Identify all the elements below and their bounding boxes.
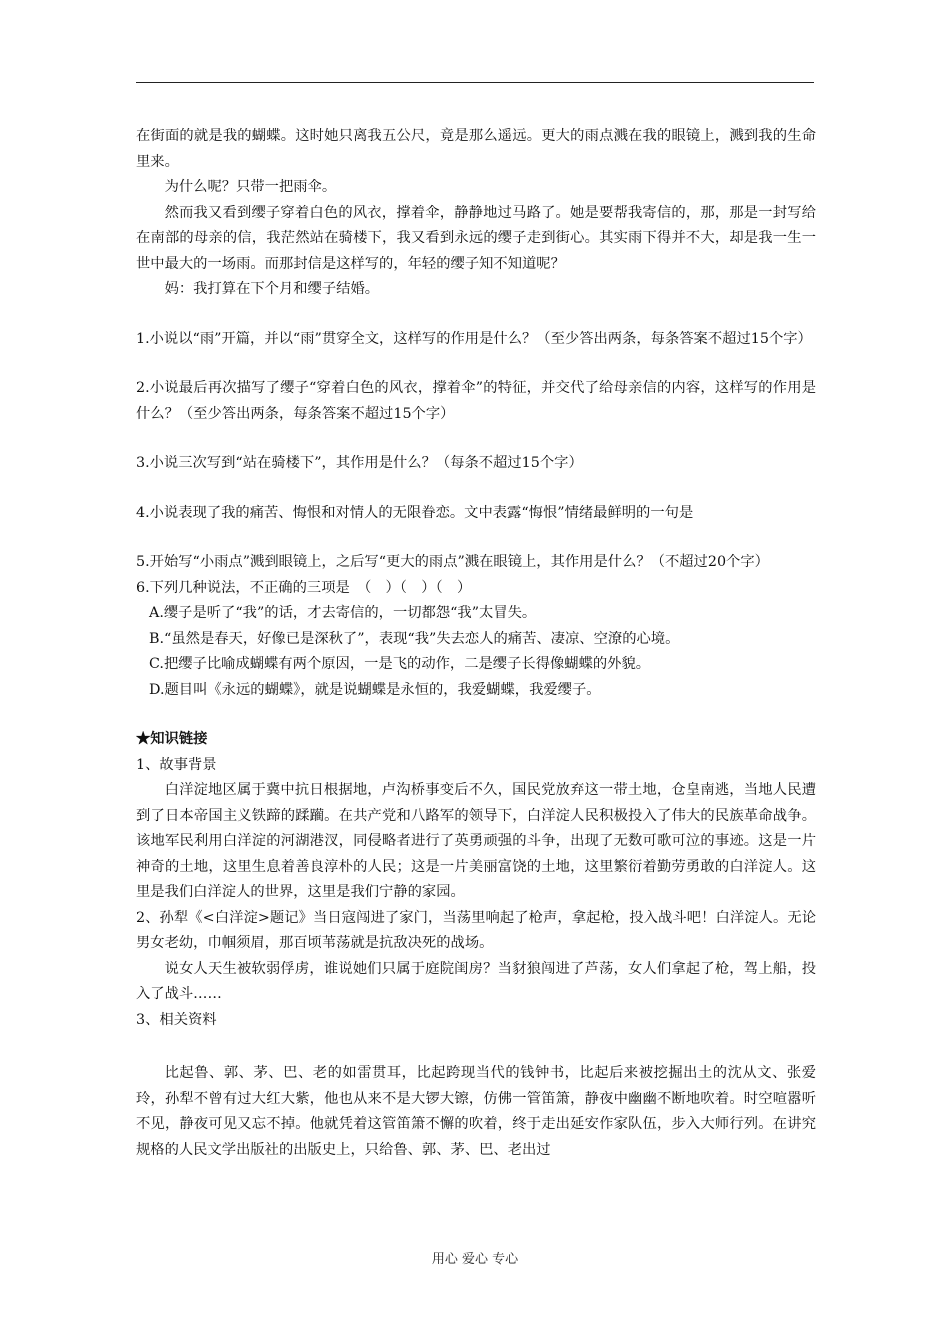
- section-2-body: 说女人天生被软弱俘虏，谁说她们只属于庭院闺房？当豺狼闯进了芦荡，女人们拿起了枪，驾上船，投入了战斗……: [136, 960, 816, 1002]
- spacer: [136, 303, 816, 327]
- story-paragraph-4: 妈：我打算在下个月和缨子结婚。: [164, 281, 380, 297]
- question-4: 4.小说表现了我的痛苦、悔恨和对情人的无限眷恋。文中表露“悔恨”情绪最鲜明的一句是: [136, 504, 694, 521]
- spacer: [136, 427, 816, 451]
- story-paragraph-1: 在街面的就是我的蝴蝶。这时她只离我五公尺，竟是那么遥远。更大的雨点溅在我的眼镜上，溅到我的生命里来。: [136, 128, 816, 170]
- spacer: [136, 703, 816, 727]
- section-3-title: 3、相关资料: [136, 1011, 217, 1028]
- page-content: [136, 124, 816, 1163]
- question-5: 5.开始写“小雨点”溅到眼镜上，之后写“更大的雨点”溅在眼镜上，其作用是什么？（不超过20个字）: [136, 554, 769, 570]
- section-3-body: 比起鲁、郭、茅、巴、老的如雷贯耳，比起跨现当代的钱钟书，比起后来被挖掘出土的沈从文、张爱玲，孙犁不曾有过大红大紫，他也从来不是大锣大镲，仿佛一管笛箫，静夜中幽幽不断地吹着。时空喧嚣听不见，静夜可见又忘不掉。他就凭着这管笛箫不懈的吹着，终于走出延安作家队伍，步入大师行列。在讲究规格的人民文学出版社的出版史上，只给鲁、郭、茅、巴、老出过: [136, 1065, 816, 1158]
- option-c: C.把缨子比喻成蝴蝶有两个原因，一是飞的动作，二是缨子长得像蝴蝶的外貌。: [149, 656, 651, 672]
- spacer: [136, 352, 816, 376]
- section-1-title: 1、故事背景: [136, 756, 217, 773]
- story-paragraph-2: 为什么呢？只带一把雨伞。: [164, 179, 337, 195]
- header-rule: [136, 82, 814, 83]
- story-paragraph-3: 然而我又看到缨子穿着白色的风衣，撑着伞，静静地过马路了。她是要帮我寄信的，那，那是一封写给在南部的母亲的信，我茫然站在骑楼下，我又看到永远的缨子走到街心。其实雨下得并不大，却是我一生一世中最大的一场雨。而那封信是这样写的，年轻的缨子知不知道呢？: [136, 204, 816, 272]
- spacer: [136, 1033, 816, 1061]
- option-d: D.题目叫《永远的蝴蝶》，就是说蝴蝶是永恒的，我爱蝴蝶，我爱缨子。: [149, 681, 601, 698]
- spacer: [136, 526, 816, 550]
- option-b: B.“虽然是春天，好像已是深秋了”，表现“我”失去恋人的痛苦、凄凉、空潦的心境。: [149, 630, 680, 647]
- question-2: 2.小说最后再次描写了缨子“穿着白色的风衣，撑着伞”的特征，并交代了给母亲信的内容，这样写的作用是什么？（至少答出两条，每条答案不超过15个字）: [136, 380, 816, 422]
- question-3: 3.小说三次写到“站在骑楼下”，其作用是什么？（每条不超过15个字）: [136, 455, 583, 471]
- page-footer: 用心 爱心 专心: [431, 1252, 519, 1267]
- section-2-title: 2、孙犁《<白洋淀>题记》当日寇闯进了家门，当荡里响起了枪声，拿起枪，投入战斗吧！白洋淀人。无论男女老幼，巾帼须眉，那百顷苇荡就是抗敌决死的战场。: [136, 909, 816, 951]
- question-1: 1.小说以“雨”开篇，并以“雨”贯穿全文，这样写的作用是什么？（至少答出两条，每条答案不超过15个字）: [136, 330, 812, 347]
- knowledge-heading: ★知识链接: [136, 731, 208, 747]
- option-a: A.缨子是听了“我”的话，才去寄信的，一切都怨“我”太冒失。: [149, 605, 537, 621]
- section-1-body: 白洋淀地区属于冀中抗日根据地，卢沟桥事变后不久，国民党放弃这一带土地，仓皇南逃，当地人民遭到了日本帝国主义铁蹄的蹂躏。在共产党和八路军的领导下，白洋淀人民积极投入了伟大的民族革命战争。该地军民利用白洋淀的河湖港汊，同侵略者进行了英勇顽强的斗争，出现了无数可歌可泣的事迹。这是一片神奇的土地，这里生息着善良淳朴的人民；这是一片美丽富饶的土地，这里繁衍着勤劳勇敢的白洋淀人。这里是我们白洋淀人的世界，这里是我们宁静的家园。: [136, 782, 816, 900]
- spacer: [136, 477, 816, 501]
- question-6: 6.下列几种说法，不正确的三项是 （ ）（ ）（ ）: [136, 579, 472, 596]
